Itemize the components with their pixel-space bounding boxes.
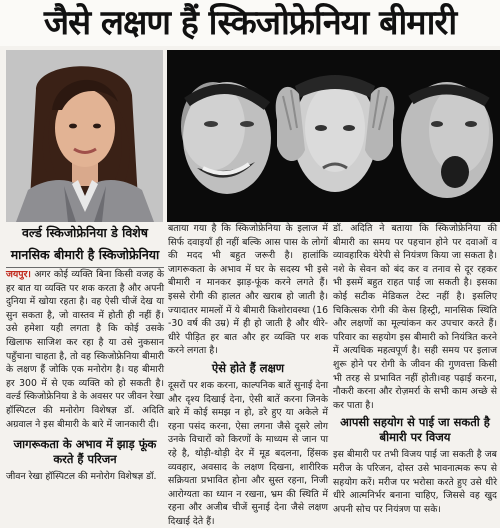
headline: जैसे लक्षण हैं स्किजोफ्रेनिया बीमारी — [43, 3, 457, 43]
article-column-3 — [333, 222, 497, 515]
subheading-support: आपसी सहयोग से पाई जा सकती है बीमारी पर विजय — [340, 415, 490, 445]
column-1-paragraph-1 — [6, 268, 164, 431]
headline-banner — [0, 0, 500, 46]
column-1-paragraph-2: जीवन रेखा हॉस्पिटल की मनोरोग विशेषज्ञ डॉ. — [6, 471, 157, 483]
dateline: जयपुर। — [6, 269, 31, 280]
subheading-awareness: जागरूकता के अभाव में झाड़ फूंक करते हैं परिजन — [13, 437, 157, 467]
column-3-paragraph-1: डॉ. अदिति ने बताया कि स्किजोफ्रेनिया की बीमारी का समय पर पहचान होने पर दवाओं व व्यावहारिक थेरेपी से नियंत्रण किया जा सकता है। नशे के सेवन को बंद कर व तनाव से दूर रहकर भी इसमें बहुत राहत पाई जा सकती है। इसका कोई सटीक मेडिकल टेस्ट नहीं है। इसलिए चिकित्सक रोगी की केस हिस्ट्री, मानसिक स्थिति और लक्षणों का मूल्यांकन कर उपचार करते हैं। परिवार का सहयोग इस बीमारी को नियंत्रित करने में अत्यधिक महत्वपूर्ण है। सही समय पर इलाज शुरू होने पर रोगी के जीवन की गुणवत्ता किसी भी तरह से प्रभावित नहीं होती।वह पढ़ाई करना, नौकरी करना और रोज़मर्रा के सभी काम अच्छे से कर पाता है। — [333, 223, 497, 411]
column-3-paragraph-2: इस बीमारी पर तभी विजय पाई जा सकती है जब मरीज के परिजन, दोस्त उसे भावनात्मक रूप से सहयोग करें। मरीज पर भरोसा करते हुए उसे धीरे धीरे आत्मनिर्भर बनाना चाहिए, जिससे वह खुद अपनी सोच पर नियंत्रण पा सके। — [333, 449, 497, 515]
article-column-1 — [6, 268, 164, 500]
column-2-paragraph-1: बताया गया है कि स्किजोफ्रेनिया के इलाज में सिर्फ दवाइयाँ ही नहीं बल्कि आस पास के लोगों की मदद भी बहुत जरूरी है। हालांकि जागरूकता के अभाव में घर के सदस्य भी इसे बीमारी न मानकर झाड़-फूंक करने लगते हैं। इससे रोगी की हालत और खराब हो जाती है। ज्यादातर मामलों में ये बीमारी किशोरावस्था (16 -30 वर्ष की उम्र) में ही हो जाती है और धीरे-धीरे पीड़ित हर बात और हर व्यक्ति पर शक करने लगता है। — [168, 223, 328, 357]
caption-box — [6, 224, 164, 268]
article-column-2 — [168, 222, 328, 527]
schizophrenia-photo — [167, 50, 500, 222]
subheading-symptoms: ऐसे होते हैं लक्षण — [211, 360, 285, 375]
doctor-portrait-illustration — [6, 50, 163, 222]
column-1-text-1: अगर कोई व्यक्ति बिना किसी वजह के हर बात या व्यक्ति पर शक करता है और अपनी दुनिया में खोया रहता है। वह ऐसी चीजें देख या सुन सकता है, जो वास्तव में होती ही नहीं हैं। उसे हमेशा यही लगता है कि कोई उसके खिलाफ साजिश कर रहा है या उसे नुकसान पहुँचाना चाहता है, तो वह स्किजोफ्रेनिया बीमारी के लक्षण हैं जोकि एक मनोरोग है। यह बीमारी हर 300 में से एक व्यक्ति को हो सकती है। वर्ल्ड स्किजोफ्रेनिया डे के अवसर पर जीवन रेखा हॉस्पिटल की मनोरोग विशेषज्ञ डॉ. अदिति अग्रवाल ने इस बीमारी के बारे में जानकारी दी। — [6, 269, 164, 430]
caption-title: मानसिक बीमारी है स्किजोफ्रेनिया — [10, 247, 160, 262]
caption-special: वर्ल्ड स्किजोफ्रेनिया डे विशेष — [21, 225, 149, 240]
column-2-paragraph-2: दूसरों पर शक करना, काल्पनिक बातें सुनाई देना और दृश्य दिखाई देना, ऐसी बातें करना जिनके बारे में कोई समझ न हो, डरे हुए या अकेले में रहना पसंद करना, ऐसा लगना जैसे दूसरे लोग उनके विचारों को किरणों के माध्यम से जान पा रहे है, थोड़ी-थोड़ी देर में मूड बदलना, हिंसक व्यवहार, अवसाद के लक्षण दिखना, शारीरिक सक्रियता प्रभावित होना और सुस्त रहना, निजी आरोग्यता का ध्यान न रखना, भ्रम की स्थिति में रहना और अजीब चीजें सुनाई देना जैसे लक्षण दिखाई देते हैं। — [168, 379, 328, 527]
schizophrenia-faces-illustration — [167, 50, 500, 222]
doctor-photo — [6, 50, 163, 222]
